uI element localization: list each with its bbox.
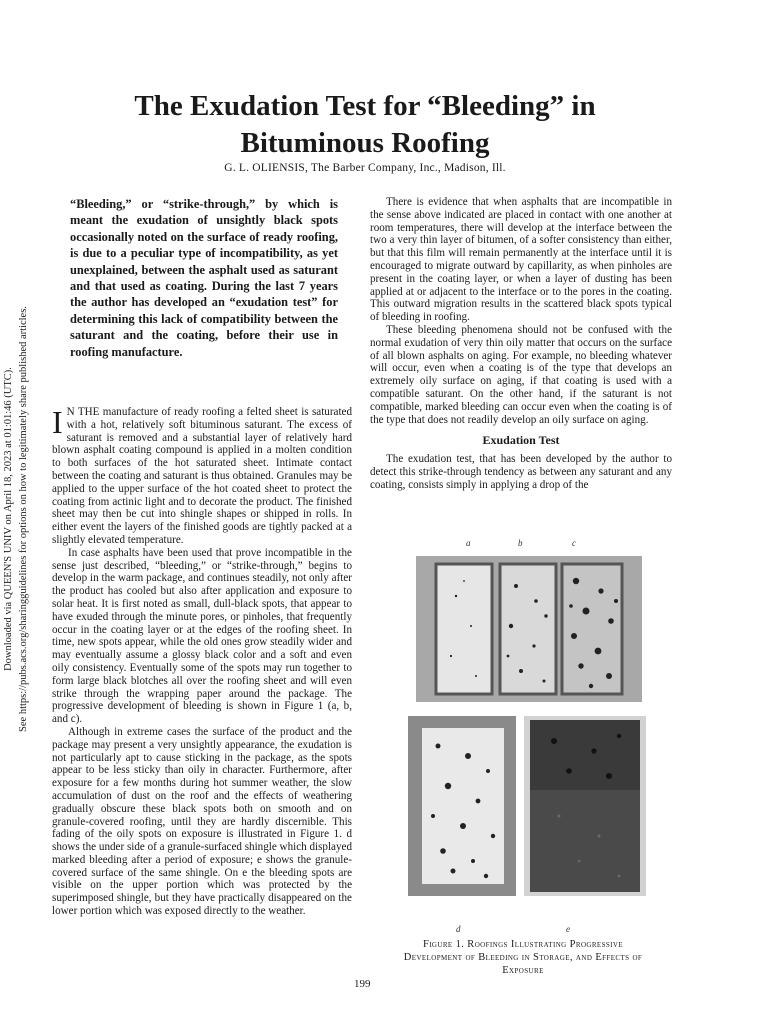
figure-label-d: d [456,924,461,934]
download-note-line1: Downloaded via QUEEN'S UNIV on April 18, 2023 at 01:01:46 (UTC). [3,367,14,671]
paragraph-intro [52,406,352,547]
download-note-line2: See https://pubs.acs.org/sharingguidelines for options on how to legitimately share published articles. [18,306,29,732]
article-title [60,88,670,162]
figure-photo-e [524,716,646,896]
figure-label-a: a [466,538,471,548]
drop-cap: I [52,404,63,440]
figure-label-e: e [566,924,570,934]
title-line-2: Bituminous Roofing [240,127,490,159]
figure-photo-abc [416,556,642,702]
figure-photo-d [408,716,516,896]
figure-photo-e-image [524,716,646,896]
paragraph-exudation-test: The exudation test, that has been developed by the author to detect this strike-through tendency as between any saturant and any coating, consists simply in applying a drop of the [370,453,672,491]
paragraph-bleeding: In case asphalts have been used that prove incompatible in the sense just described, “bleeding,” or “strike-through,” begins to develop in the warm package, and continues steadily, not only after the product has cooled but also after application and exposure to solar heat. It is first noted as small, dull-black spots, that appear to have exuded through the minute pores, or pinholes, that frequently occur in the coating layer or at the edges of the roofing sheet. In time, new spots appear, while the old ones grow steadily wider and may eventually assume a glossy black color and a soft and even oily consistency. Eventually some of the spots may run together to form large black blotches all over the roofing sheet and will even strike through the wrapping paper around the package. The progressive development of bleeding is shown in Figure 1 (a, b, and c). [52,546,352,726]
left-column [52,406,352,918]
paragraph-interface: There is evidence that when asphalts that are incompatible in the sense above indicated are placed in contact with one another at room temperatures, there will develop at the interface between the two a very thin layer of bitumen, of a softer consistency than either, but that this film will remain permanently at the interface until it is encouraged to migrate outward by capillarity, as when pinholes are present in the coating layer, or when a layer of dusting has been applied at or adjacent to the interface or to the pores in the coating. This outward migration results in the scattered black spots typical of bleeding in roofing. [370,196,672,324]
paragraph-intro-text: N THE manufacture of ready roofing a felted sheet is saturated with a hot, relatively soft bituminous saturant. The excess of saturant is removed and a substantial layer of relatively hard blown asphalt coating compound is applied in a molten condition to both surfaces of the hot saturated sheet. Intimate contact between the coating and saturant is thus obtained. Granules may be applied to the upper surface of the hot coated sheet to protect the coating from actinic light and to decorate the product. The finished sheet may then be cut into shingle shapes or shipped in rolls. In either event the layers of the finished goods are tightly packed at a slightly elevated temperature. [52,406,352,546]
right-column [370,196,672,492]
download-margin-note [1,181,31,857]
figure-label-c: c [572,538,576,548]
figure-photo-abc-image [416,556,642,702]
page-number: 199 [354,978,371,990]
figure-photo-d-image [408,716,516,896]
section-heading: Exudation Test [482,433,560,448]
paragraph-phenomena: These bleeding phenomena should not be confused with the normal exudation of very thin oily matter that occurs on the surface of all blown asphalts on aging. For example, no bleeding whatever will occur, even when a coating is of the type that develops an extremely oily surface on aging, if that coating is used with a compatible saturant. On the other hand, if the saturant is not compatible, marked bleeding can occur even when the coating is of the type that does not readily develop an oily surface on aging. [370,323,672,426]
paragraph-exposure: Although in extreme cases the surface of the product and the package may present a very unsightly appearance, the exudation is not particularly apt to cause sticking in the package, as the spots appear to be less sticky than oily in character. Furthermore, after exposure for a few months during hot summer weather, the slow accumulation of dust on the roof and the effects of weathering gradually obscure these black spots both on smooth and on granule-covered roofing, until they are hardly discernible. This fading of the oily spots on exposure is illustrated in Figure 1. d shows the under side of a granule-surfaced shingle which displayed marked bleeding after a period of exposure; e shows the granule-covered surface of the same shingle. On e the bleeding spots are visible on the upper portion which was protected by the superimposed shingle, but they have practically disappeared on the lower portion which was exposed directly to the weather. [52,725,352,918]
figure-label-b: b [518,538,523,548]
figure-caption: Figure 1. Roofings Illustrating Progressive Development of Bleeding in Storage, and Effects of Exposure [403,939,643,976]
abstract: “Bleeding,” or “strike-through,” by which is meant the exudation of unsightly black spots occasionally noted on the surface of ready roofing, is due to a peculiar type of incompatibility, as yet unexplained, between the asphalt used as saturant and that used as coating. During the last 7 years the author has developed an “exudation test” for determining this lack of compatibility between the saturant and the coating, before their use in roofing manufacture. [70,197,338,359]
author-line: G. L. OLIENSIS, The Barber Company, Inc., Madison, Ill. [224,162,506,174]
title-line-1: The Exudation Test for “Bleeding” in [134,90,596,122]
